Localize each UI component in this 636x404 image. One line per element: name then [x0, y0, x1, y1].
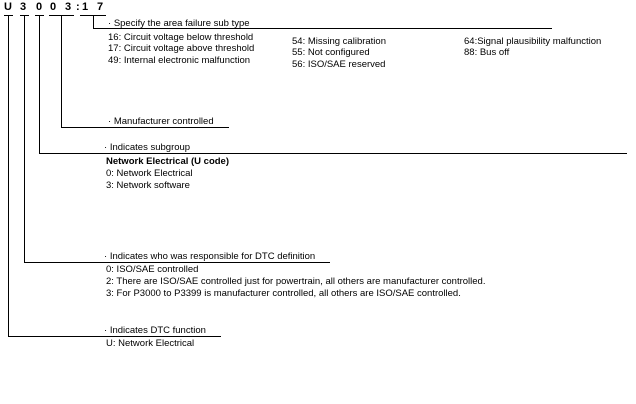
- code-char-0b: 0: [50, 1, 57, 13]
- manufacturer-title: [108, 116, 214, 127]
- bullet: ·: [104, 325, 108, 336]
- subtype-item: 17: Circuit voltage above threshold: [108, 43, 255, 54]
- subgroup-title: [104, 142, 190, 153]
- subtype-title-text: Specify the area failure sub type: [113, 18, 250, 29]
- code-char-u: U: [4, 1, 12, 13]
- responsible-item: 2: There are ISO/SAE controlled just for powertrain, all others are manufacturer controlled.: [106, 276, 486, 287]
- subtype-item: 49: Internal electronic malfunction: [108, 55, 251, 66]
- subgroup-item: 0: Network Electrical: [106, 168, 193, 179]
- code-char-7: 7: [97, 1, 104, 13]
- function-title: [104, 325, 206, 336]
- responsible-item: 3: For P3000 to P3399 is manufacturer controlled, all others are ISO/SAE controlled.: [106, 288, 461, 299]
- code-char-3: 3: [20, 1, 27, 13]
- bullet: ·: [108, 116, 112, 127]
- code-char-3b: 3: [65, 1, 72, 13]
- subgroup-title-text: Indicates subgroup: [109, 142, 191, 153]
- bullet: ·: [108, 18, 112, 29]
- function-item: U: Network Electrical: [106, 338, 195, 349]
- code-char-0a: 0: [36, 1, 43, 13]
- subtype-item: 64:Signal plausibility malfunction: [464, 36, 602, 47]
- bullet: ·: [104, 142, 108, 153]
- subtype-item: 54: Missing calibration: [292, 36, 386, 47]
- subtype-title: [108, 18, 250, 29]
- subtype-item: 55: Not configured: [292, 47, 370, 58]
- subgroup-heading: Network Electrical (U code): [106, 156, 230, 167]
- subtype-item: 16: Circuit voltage below threshold: [108, 32, 254, 43]
- responsible-title: [104, 251, 315, 262]
- subtype-item: 56: ISO/SAE reserved: [292, 59, 386, 70]
- responsible-item: 0: ISO/SAE controlled: [106, 264, 199, 275]
- bullet: ·: [104, 251, 108, 262]
- code-char-1: 1: [82, 1, 89, 13]
- subgroup-item: 3: Network software: [106, 180, 190, 191]
- manufacturer-title-text: Manufacturer controlled: [113, 116, 214, 127]
- function-title-text: Indicates DTC function: [109, 325, 206, 336]
- responsible-title-text: Indicates who was responsible for DTC definition: [109, 251, 316, 262]
- code-char-colon: :: [76, 1, 80, 13]
- subtype-item: 88: Bus off: [464, 47, 510, 58]
